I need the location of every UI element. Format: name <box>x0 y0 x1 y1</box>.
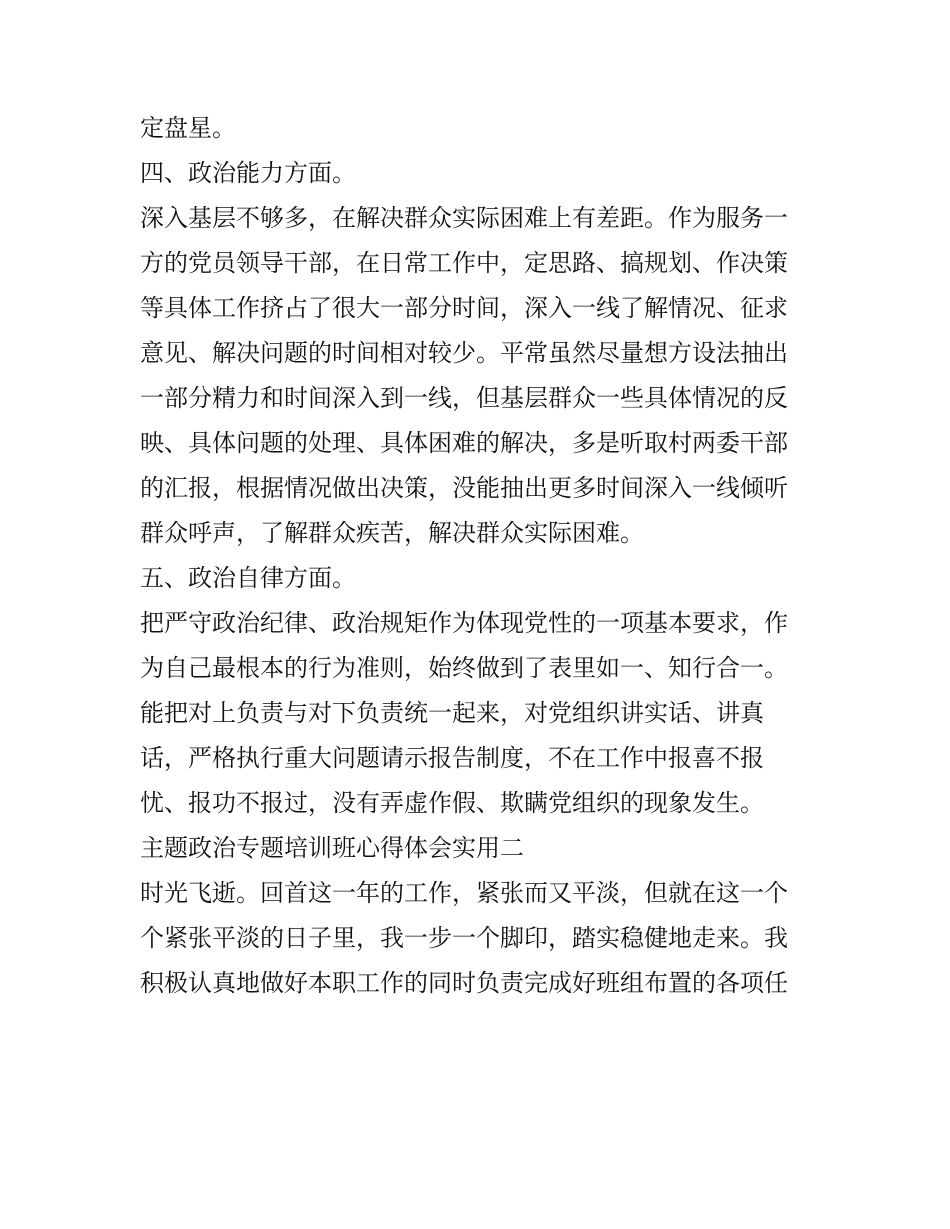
text-line: 定盘星。 <box>140 114 236 142</box>
text-line: 群众呼声，了解群众疾苦，解决群众实际困难。 <box>140 519 644 547</box>
text-line: 方的党员领导干部，在日常工作中，定思路、搞规划、作决策 <box>140 249 788 277</box>
text-line: 把严守政治纪律、政治规矩作为体现党性的一项基本要求，作 <box>140 609 788 637</box>
text-line: 映、具体问题的处理、具体困难的解决，多是听取村两委干部 <box>140 429 788 457</box>
article-title: 主题政治专题培训班心得体会实用二 <box>140 834 524 862</box>
section-heading: 五、政治自律方面。 <box>140 564 356 592</box>
text-line: 时光飞逝。回首这一年的工作，紧张而又平淡，但就在这一个 <box>140 879 788 907</box>
text-line: 深入基层不够多，在解决群众实际困难上有差距。作为服务一 <box>140 204 788 232</box>
text-line: 话，严格执行重大问题请示报告制度，不在工作中报喜不报 <box>140 744 764 772</box>
text-line: 的汇报，根据情况做出决策，没能抽出更多时间深入一线倾听 <box>140 474 788 502</box>
text-line: 一部分精力和时间深入到一线，但基层群众一些具体情况的反 <box>140 384 788 412</box>
text-line: 能把对上负责与对下负责统一起来，对党组织讲实话、讲真 <box>140 699 764 727</box>
section-heading: 四、政治能力方面。 <box>140 159 356 187</box>
text-line: 为自己最根本的行为准则，始终做到了表里如一、知行合一。 <box>140 654 788 682</box>
text-line: 意见、解决问题的时间相对较少。平常虽然尽量想方设法抽出 <box>140 339 788 367</box>
text-line: 忧、报功不报过，没有弄虚作假、欺瞒党组织的现象发生。 <box>140 789 764 817</box>
document-body <box>140 106 820 1006</box>
text-line: 等具体工作挤占了很大一部分时间，深入一线了解情况、征求 <box>140 294 788 322</box>
text-line: 积极认真地做好本职工作的同时负责完成好班组布置的各项任 <box>140 969 788 997</box>
text-line: 个紧张平淡的日子里，我一步一个脚印，踏实稳健地走来。我 <box>140 924 788 952</box>
